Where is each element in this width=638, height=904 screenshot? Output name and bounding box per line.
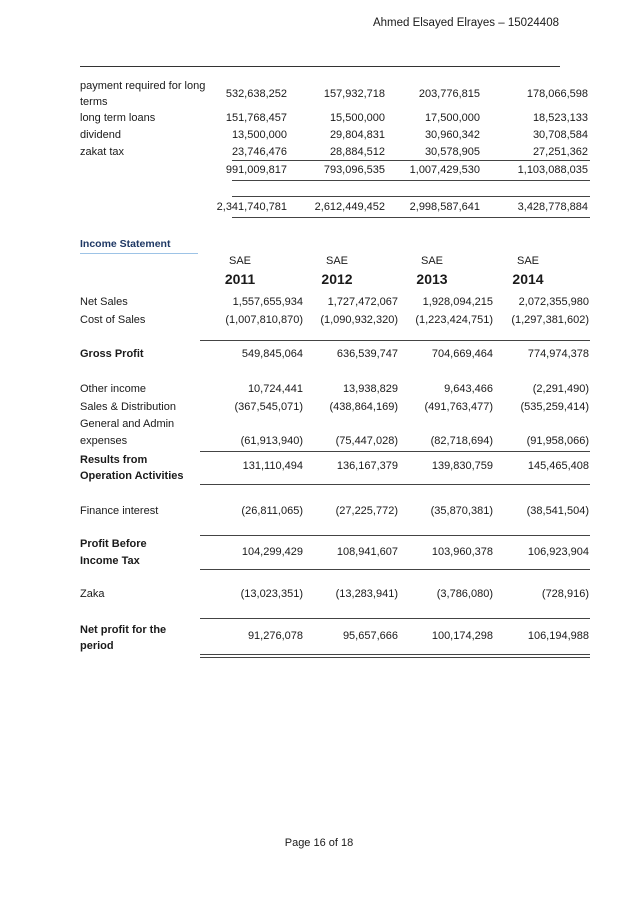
year-2013: 2013 [416, 271, 448, 287]
value-2014: (728,916) [541, 588, 589, 600]
value-2014: (38,541,504) [526, 505, 589, 517]
value-2013: 9,643,466 [444, 383, 493, 395]
finance-interest-row [80, 503, 590, 517]
currency-2012: SAE [325, 255, 348, 267]
subtotal-row [80, 162, 590, 176]
table-row [80, 127, 590, 141]
section-title-rule [80, 253, 198, 254]
total-rule [232, 196, 590, 197]
value-2012: 15,500,000 [329, 112, 385, 124]
currency-2014: SAE [516, 255, 539, 267]
page-number: Page 16 of 18 [284, 837, 354, 849]
value-2014: 106,194,988 [527, 630, 589, 642]
subtotal-underline [232, 180, 590, 181]
value-2011: 151,768,457 [225, 112, 287, 124]
cost-of-sales-row [80, 312, 590, 326]
row-label-line1: Results from [80, 454, 148, 466]
value-2011: 13,500,000 [231, 129, 287, 141]
value-2012: (438,864,169) [329, 401, 398, 413]
value-2013: (3,786,080) [436, 588, 493, 600]
value-2014: (535,259,414) [520, 401, 589, 413]
total-2014: 3,428,778,884 [517, 201, 588, 213]
net-profit-double-rule-top [200, 654, 590, 655]
row-label: Finance interest [80, 505, 159, 517]
value-2014: 145,465,408 [527, 460, 589, 472]
value-2013: (35,870,381) [430, 505, 493, 517]
row-label: payment required for long terms [80, 80, 206, 108]
total-2013: 2,998,587,641 [409, 201, 480, 213]
value-2014: 27,251,362 [532, 146, 588, 158]
value-2014: 30,708,584 [532, 129, 588, 141]
value-2014: 18,523,133 [532, 112, 588, 124]
value-2013: 100,174,298 [431, 630, 493, 642]
subtotal-2013: 1,007,429,530 [409, 164, 480, 176]
subtotal-2012: 793,096,535 [323, 164, 385, 176]
gross-profit-row [80, 346, 590, 360]
net-sales-row [80, 294, 590, 308]
total-2012: 2,612,449,452 [314, 201, 385, 213]
value-2013: 17,500,000 [424, 112, 480, 124]
table-row [80, 144, 590, 158]
value-2013: 704,669,464 [431, 348, 493, 360]
net-profit-row [80, 622, 590, 654]
sales-distribution-row [80, 399, 590, 413]
net-profit-rule [200, 618, 590, 619]
value-2012: 636,539,747 [336, 348, 398, 360]
year-2014: 2014 [512, 271, 544, 287]
value-2012: 108,941,607 [336, 546, 398, 558]
other-income-row [80, 381, 590, 395]
value-2013: 30,578,905 [424, 146, 480, 158]
row-label: Sales & Distribution [80, 401, 176, 413]
profit-before-tax-underline [200, 569, 590, 570]
row-label: zakat tax [80, 146, 125, 158]
value-2012: 95,657,666 [342, 630, 398, 642]
value-2014: 178,066,598 [526, 88, 588, 100]
general-admin-row [80, 416, 590, 448]
value-2013: 139,830,759 [431, 460, 493, 472]
table-row [80, 110, 590, 124]
gross-profit-rule [200, 340, 590, 341]
row-label: Net Sales [80, 296, 128, 308]
value-2012: 157,932,718 [323, 88, 385, 100]
subtotal-2014: 1,103,088,035 [517, 164, 588, 176]
value-2011: 104,299,429 [241, 546, 303, 558]
row-label-line1: General and Admin [80, 418, 175, 430]
value-2011: (13,023,351) [240, 588, 303, 600]
value-2012: 1,727,472,067 [327, 296, 398, 308]
profit-before-tax-row [80, 536, 590, 568]
value-2012: (75,447,028) [335, 435, 398, 447]
row-label-line2: period [80, 640, 114, 652]
value-2011: 23,746,476 [231, 146, 287, 158]
value-2012: (1,090,932,320) [320, 314, 398, 326]
value-2014: 774,974,378 [527, 348, 589, 360]
currency-2013: SAE [420, 255, 443, 267]
header-divider [80, 66, 560, 67]
document-header: Ahmed Elsayed Elrayes – 15024408 [372, 17, 559, 29]
value-2014: 106,923,904 [527, 546, 589, 558]
value-2011: (26,811,065) [241, 505, 303, 517]
row-label-line2: Operation Activities [80, 470, 184, 482]
value-2014: (2,291,490) [532, 383, 589, 395]
value-2012: 13,938,829 [342, 383, 398, 395]
row-label-line1: Profit Before [80, 538, 147, 550]
row-label: Cost of Sales [80, 314, 146, 326]
row-label: Gross Profit [80, 348, 144, 360]
net-profit-double-rule-bottom [200, 657, 590, 658]
value-2013: (1,223,424,751) [415, 314, 493, 326]
results-underline [200, 484, 590, 485]
value-2013: 103,960,378 [431, 546, 493, 558]
row-label: long term loans [80, 112, 156, 124]
value-2011: 1,557,655,934 [232, 296, 303, 308]
currency-2011: SAE [228, 255, 251, 267]
value-2014: (91,958,066) [526, 435, 589, 447]
value-2011: 532,638,252 [225, 88, 287, 100]
value-2013: 1,928,094,215 [422, 296, 493, 308]
section-title: Income Statement [80, 238, 171, 250]
value-2012: 29,804,831 [329, 129, 385, 141]
value-2011: 10,724,441 [247, 383, 303, 395]
total-underline [232, 217, 590, 218]
row-label: dividend [80, 129, 121, 141]
value-2014: (1,297,381,602) [511, 314, 589, 326]
row-label-line2: expenses [80, 435, 128, 447]
table-row [80, 78, 590, 110]
value-2011: 91,276,078 [247, 630, 303, 642]
row-label-line1: Net profit for the [80, 624, 167, 636]
value-2013: 30,960,342 [424, 129, 480, 141]
value-2013: (491,763,477) [424, 401, 493, 413]
subtotal-rule [232, 160, 590, 161]
row-label-line2: Income Tax [80, 555, 140, 567]
value-2013: (82,718,694) [430, 435, 493, 447]
value-2014: 2,072,355,980 [518, 296, 589, 308]
value-2012: (13,283,941) [335, 588, 398, 600]
value-2012: (27,225,772) [335, 505, 398, 517]
total-row [80, 199, 590, 213]
value-2012: 136,167,379 [336, 460, 398, 472]
value-2012: 28,884,512 [329, 146, 385, 158]
value-2011: (367,545,071) [234, 401, 303, 413]
value-2011: 549,845,064 [241, 348, 303, 360]
value-2011: (1,007,810,870) [225, 314, 303, 326]
subtotal-2011: 991,009,817 [225, 164, 287, 176]
row-label: Zaka [80, 588, 105, 600]
year-2011: 2011 [224, 271, 256, 287]
value-2011: 131,110,494 [242, 460, 303, 472]
year-2012: 2012 [321, 271, 353, 287]
total-2011: 2,341,740,781 [216, 201, 287, 213]
zaka-row [80, 586, 590, 600]
row-label: Other income [80, 383, 147, 395]
value-2013: 203,776,815 [418, 88, 480, 100]
results-operations-row [80, 452, 590, 484]
value-2011: (61,913,940) [240, 435, 303, 447]
